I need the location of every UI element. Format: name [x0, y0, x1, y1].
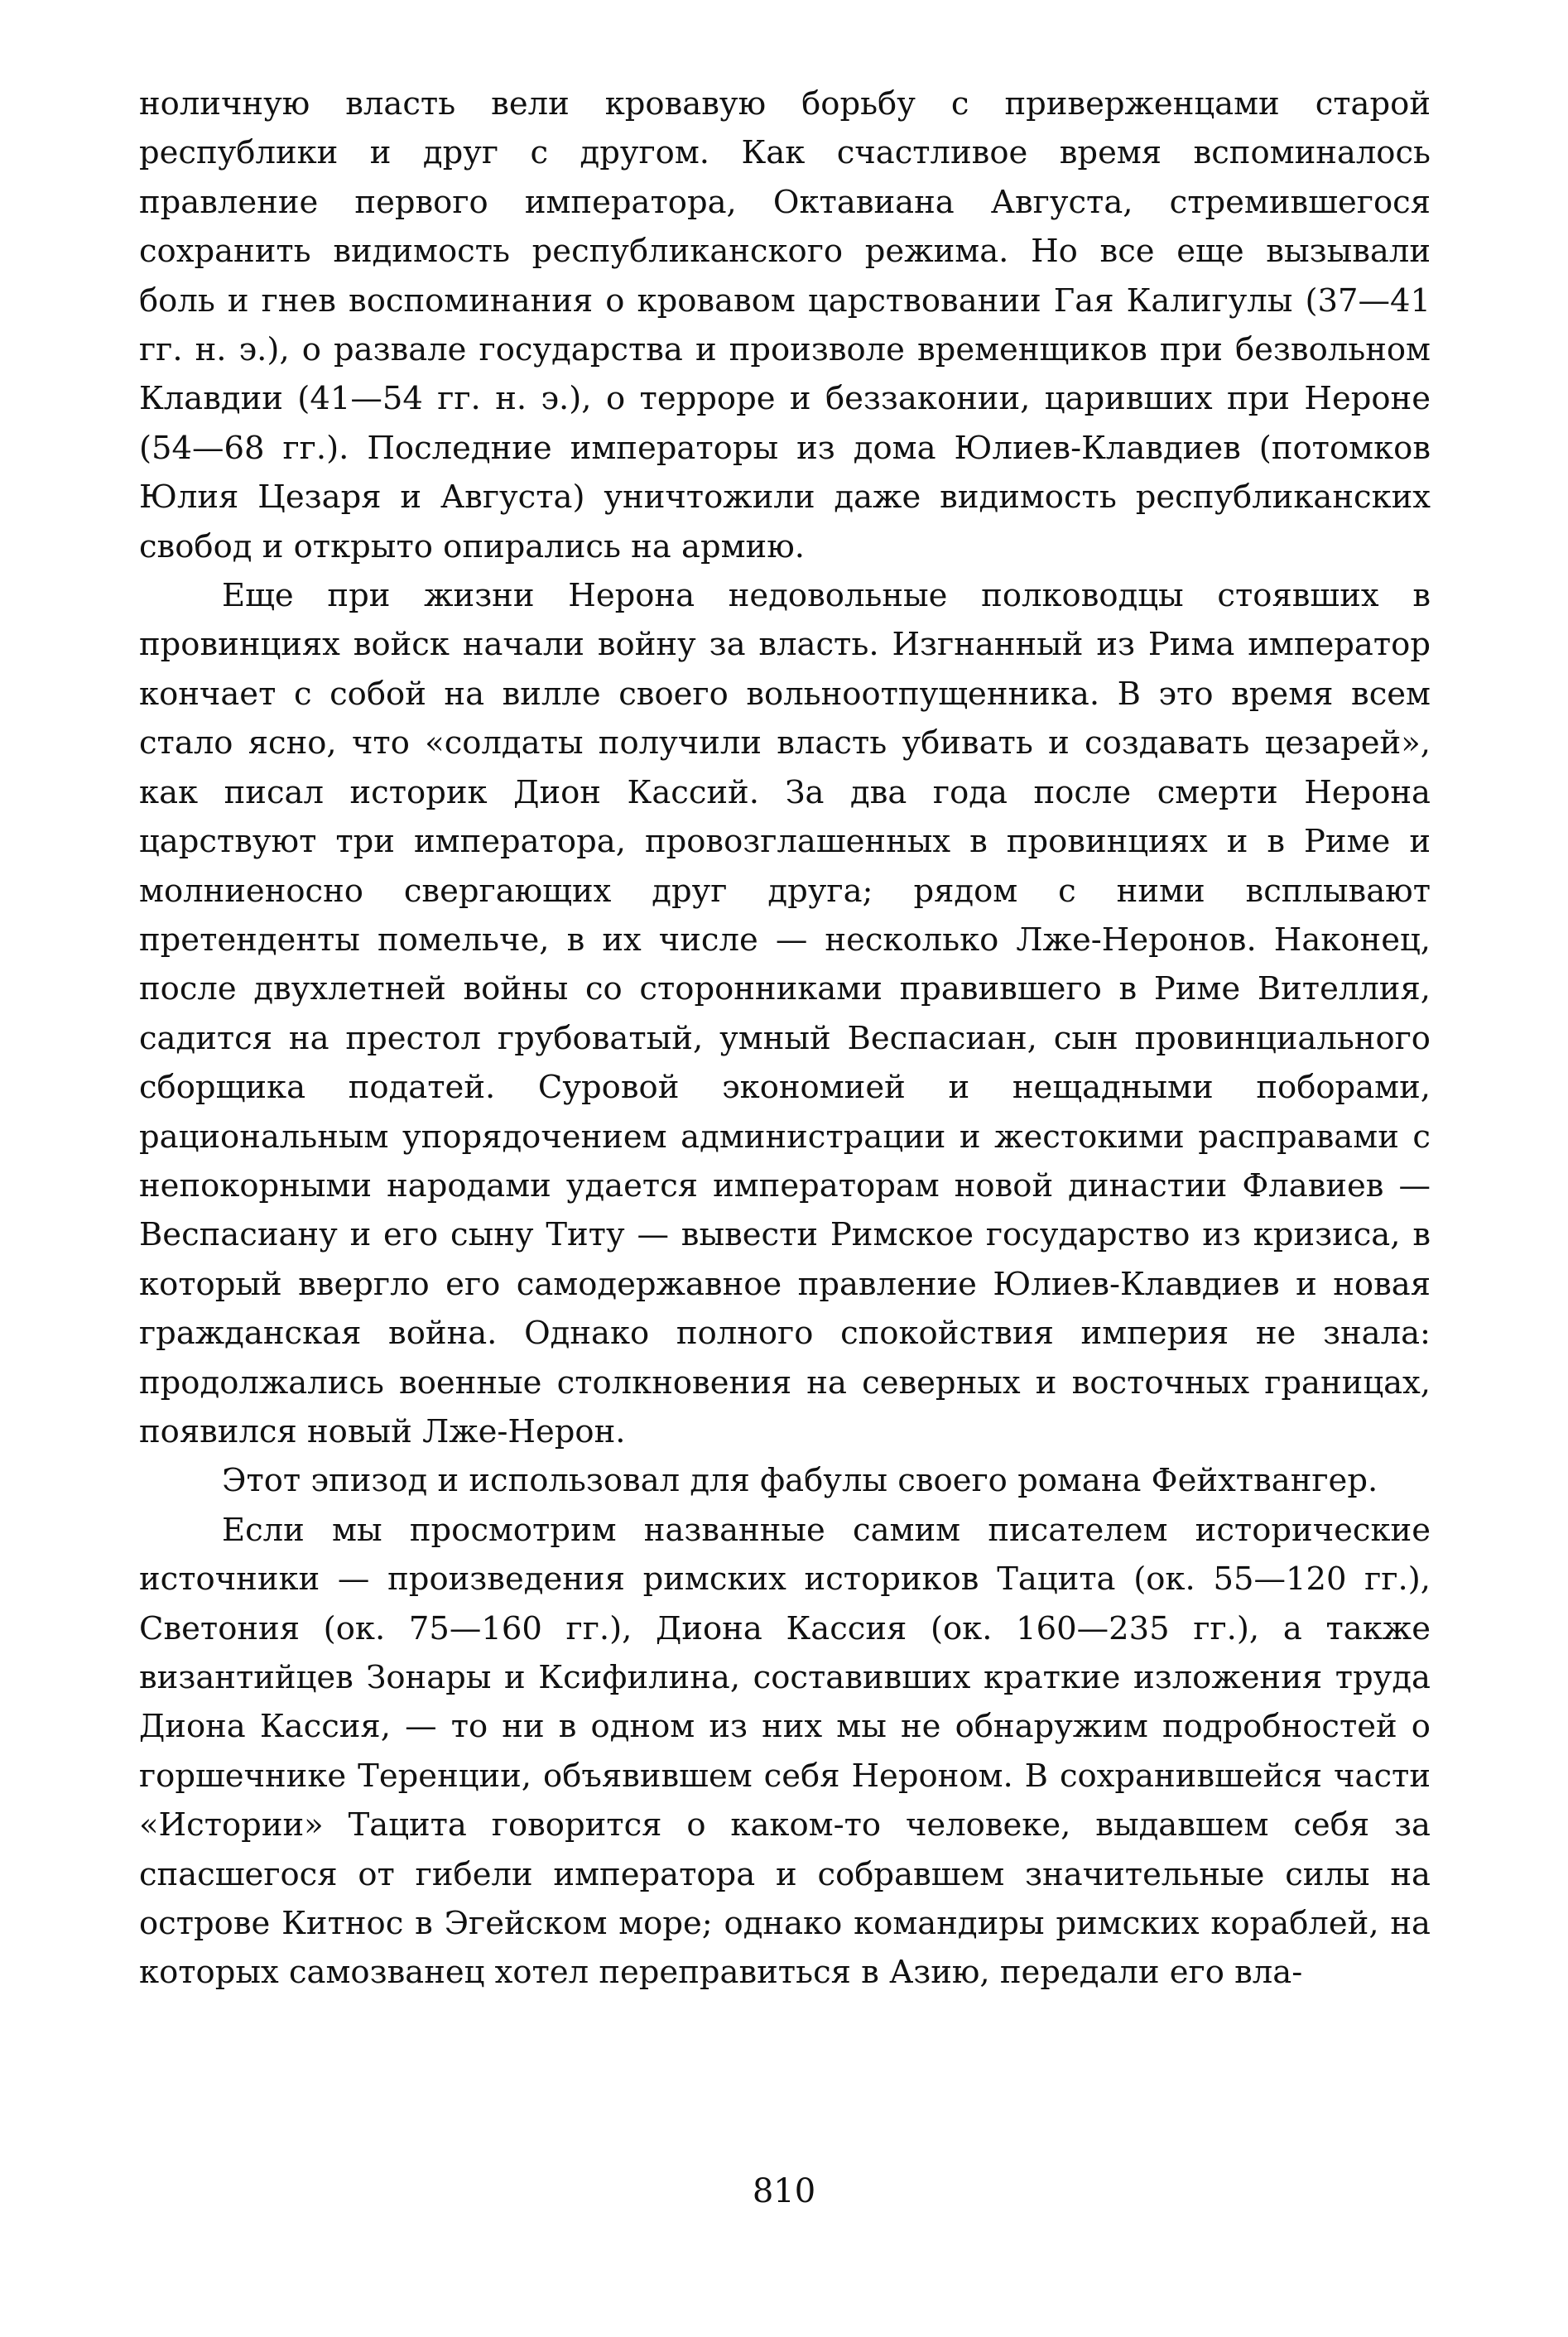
page-number: 810 [752, 2172, 816, 2210]
paragraph-3: Этот эпизод и использовал для фабулы своего романа Фейхтвангер. [222, 1462, 1378, 1500]
paragraph-4: Если мы просмотрим названные самим писателем исторические источники — произведения римских историков Тацита (ок. 55—120 гг.), Светония (ок. 75—160 гг.), Диона Кассия (ок. 160—235 гг.), а также византийцев Зонары и Ксифилина, составивших краткие изложения труда Диона Кассия, — то ни в одном из них мы не обнаружим подробностей о горшечнике Теренции, объявившем себя Нероном. В сохранившейся части «Истории» Тацита говорится о каком-то человеке, выдавшем себя за спасшегося от гибели императора и собравшем значительные силы на острове Китнос в Эгейском море; однако командиры римских кораблей, на которых самозванец хотел переправиться в Азию, передали его вла- [139, 1511, 1431, 1992]
paragraph-2: Еще при жизни Нерона недовольные полководцы стоявших в провинциях войск начали войну за власть. Изгнанный из Рима император кончает с собой на вилле своего вольноотпущенника. В это время всем стало ясно, что «солдаты получили власть убивать и создавать цезарей», как писал историк Дион Кассий. За два года после смерти Нерона царствуют три императора, провозглашенных в провинциях и в Риме и молниеносно свергающих друг друга; рядом с ними всплывают претенденты помельче, в их числе — несколько Лже-Неронов. Наконец, после двухлетней войны со сторонниками правившего в Риме Вителлия, садится на престол грубоватый, умный Веспасиан, сын провинциального сборщика податей. Суровой экономией и нещадными поборами, рациональным упорядочением администрации и жестокими расправами с непокорными народами удается императорам новой династии Флавиев — Веспасиану и его сыну Титу — вывести Римское государство из кризиса, в который ввергло его самодержавное правление Юлиев-Клавдиев и новая гражданская война. Однако полного спокойствия империя не знала: продолжались военные столкновения на северных и восточных границах, появился новый Лже-Нерон. [139, 577, 1431, 1450]
page-text [139, 79, 1431, 1998]
paragraph-1: ноличную власть вели кровавую борьбу с приверженцами старой республики и друг с другом. Как счастливое время вспоминалось правление первого императора, Октавиана Августа, стремившегося сохранить видимость республиканского режима. Но все еще вызывали боль и гнев воспоминания о кровавом царствовании Гая Калигулы (37—41 гг. н. э.), о развале государства и произволе временщиков при безвольном Клавдии (41—54 гг. н. э.), о терроре и беззаконии, царивших при Нероне (54—68 гг.). Последние императоры из дома Юлиев-Клавдиев (потомков Юлия Цезаря и Августа) уничтожили даже видимость республиканских свобод и открыто опирались на армию. [139, 85, 1431, 565]
